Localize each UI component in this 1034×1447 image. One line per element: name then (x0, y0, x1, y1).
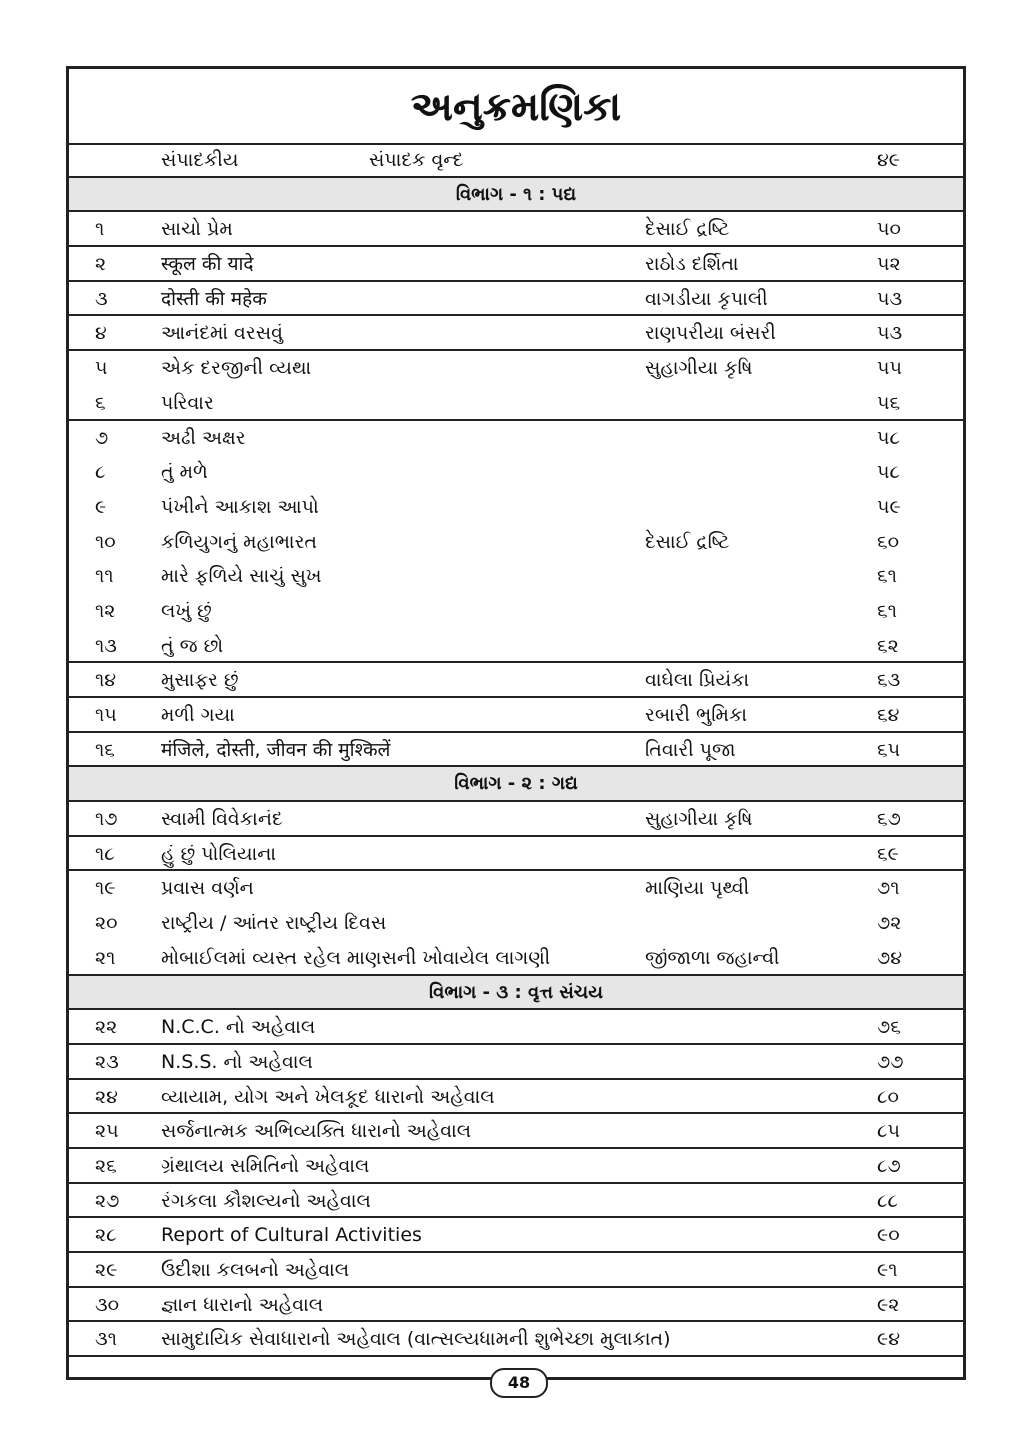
entry-page: ૫૫ (877, 357, 902, 380)
entry-page: ૬૧ (877, 599, 897, 622)
entry-title: પંખીને આકાશ આપો (161, 495, 319, 518)
entry-number: ૯ (95, 495, 107, 518)
entry-number: ૧૪ (95, 669, 117, 692)
toc-row (69, 1253, 963, 1288)
entry-number: ૨૩ (95, 1050, 119, 1073)
toc-row (69, 316, 963, 351)
toc-row (69, 1322, 963, 1357)
entry-page: ૯૨ (877, 1293, 900, 1316)
toc-row (69, 1288, 963, 1323)
entry-number: ૧૯ (95, 877, 116, 900)
entry-author: રાણપરીયા બંસરી (645, 322, 776, 345)
entry-author: વાઘેલા પ્રિયંકા (645, 669, 750, 692)
entry-title: સ્વામી વિવેકાનંદ (161, 808, 283, 831)
entry-title: मंजिले, दोस्ती, जीवन की मुश्किलें (161, 738, 391, 761)
entry-title: કળિયુગનું મહાભારત (161, 530, 318, 553)
entry-title: લખું છું (161, 599, 212, 622)
entry-page: ૫૬ (877, 391, 901, 414)
editorial-title: સંપાદકીય (161, 149, 239, 171)
entry-title: ઉદીશા કલબનો અહેવાલ (161, 1259, 350, 1281)
entry-page: ૫૮ (877, 426, 900, 449)
entry-title: સાચો પ્રેમ (161, 218, 233, 241)
entry-title: स्कूल की यादे (161, 253, 254, 276)
entry-number: ૩ (95, 287, 108, 310)
entry-page: ૮૦ (877, 1085, 899, 1108)
toc-row (69, 1114, 963, 1149)
toc-row (69, 1010, 963, 1045)
entry-number: ૨૧ (95, 946, 116, 969)
entry-author: દેસાઈ દ્રષ્ટિ (645, 218, 730, 241)
toc-row (69, 1080, 963, 1115)
entry-number: ૨૯ (95, 1259, 118, 1281)
entry-number: ૧૦ (95, 530, 116, 553)
toc-row (69, 282, 963, 317)
entry-author: તિવારી પૂજા (645, 738, 736, 761)
entry-number: ૫ (95, 357, 108, 380)
entry-author: સુહાગીયા કૃષિ (645, 357, 753, 380)
entry-page: ૭૪ (877, 946, 902, 969)
toc-row (69, 941, 963, 976)
entry-page: ૭૧ (877, 877, 900, 900)
entry-page: ૭૬ (877, 1016, 901, 1039)
entry-page: ૯૧ (877, 1259, 898, 1281)
entry-page: ૫૯ (877, 495, 901, 518)
toc-table (69, 143, 963, 1357)
entry-page: ૮૭ (877, 1154, 901, 1177)
entry-number: ૮ (95, 461, 106, 484)
section-heading: વિભાગ - ૩ : વૃત્ત સંચય (69, 976, 963, 1011)
entry-title: મળી ગયા (161, 704, 235, 726)
entry-number: ૧૩ (95, 634, 117, 657)
entry-number: ૩૧ (95, 1328, 117, 1351)
entry-number: ૧૫ (95, 704, 117, 726)
toc-row (69, 351, 963, 386)
entry-number: ૨૬ (95, 1154, 117, 1177)
entry-page: ૬૩ (877, 669, 901, 692)
entry-title: સામુદાયિક સેવાધારાનો અહેવાલ (વાત્સલ્યધામની શુભેચ્છા મુલાકાત) (161, 1328, 671, 1351)
entry-page: ૫૨ (877, 253, 901, 276)
entry-number: ૬ (95, 391, 106, 414)
entry-title: તું જ છો (161, 634, 224, 657)
entry-title: જ્ઞાન ધારાનો અહેવાલ (161, 1293, 324, 1316)
entry-number: ૧૨ (95, 599, 116, 622)
toc-row (69, 698, 963, 733)
toc-row (69, 629, 963, 664)
entry-title: એક દરજીની વ્યથા (161, 357, 312, 380)
entry-number: ૩૦ (95, 1293, 120, 1316)
entry-page: ૬૨ (877, 634, 899, 657)
toc-row (69, 421, 963, 456)
entry-page: ૬૯ (877, 842, 899, 865)
toc-row (69, 212, 963, 247)
entry-page: ૬૪ (877, 704, 900, 726)
toc-frame (66, 66, 966, 1380)
entry-author: જીંજાળા જહાન્વી (645, 946, 780, 969)
entry-title: વ્યાયામ, યોગ અને ખેલકૂદ ધારાનો અહેવાલ (161, 1085, 495, 1108)
toc-row (69, 733, 963, 768)
entry-number: ૧૮ (95, 842, 115, 865)
entry-author: રબારી ભુમિકા (645, 704, 748, 726)
entry-page: ૫૩ (877, 287, 903, 310)
toc-row (69, 455, 963, 490)
toc-row (69, 1184, 963, 1219)
toc-row (69, 525, 963, 560)
entry-number: ૨૮ (95, 1224, 117, 1247)
toc-row (69, 1045, 963, 1080)
entry-title: આનંદમાં વરસવું (161, 322, 283, 345)
entry-number: ૧૧ (95, 565, 114, 588)
entry-title: Report of Cultural Activities (161, 1224, 422, 1247)
entry-page: ૬૧ (877, 565, 897, 588)
entry-title: મોબાઈલમાં વ્યસ્ત રહેલ માણસની ખોવાયેલ લાગણી (161, 946, 551, 969)
toc-row (69, 386, 963, 421)
entry-page: ૬૦ (877, 530, 900, 553)
entry-title: રંગકલા કૌશલ્યનો અહેવાલ (161, 1189, 371, 1212)
entry-number: ૨૨ (95, 1016, 118, 1039)
entry-author: માણિયા પૃથ્વી (645, 877, 750, 900)
entry-number: ૨૦ (95, 912, 118, 935)
entry-title: રાષ્ટ્રીય / આંતર રાષ્ટ્રીય દિવસ (161, 912, 387, 935)
entry-number: ૧૬ (95, 738, 115, 761)
entry-page: ૬૭ (877, 808, 901, 831)
entry-number: ૧ (95, 218, 105, 241)
section-heading: વિભાગ - ૧ : પદ્ય (69, 178, 963, 213)
entry-title: તું મળે (161, 461, 208, 484)
entry-title: दोस्ती की महेक (161, 287, 267, 310)
entry-number: ૨૭ (95, 1189, 120, 1212)
toc-row (69, 906, 963, 941)
entry-title: પરિવાર (161, 391, 214, 414)
entry-author: રાઠોડ દર્શિતા (645, 253, 739, 276)
toc-row (69, 802, 963, 837)
entry-page: ૮૫ (877, 1120, 900, 1143)
entry-title: મુસાફર છું (161, 669, 239, 692)
entry-title: હું છું પોલિયાના (161, 842, 277, 865)
entry-number: ૧૭ (95, 808, 118, 831)
entry-author: વાગડીયા કૃપાલી (645, 287, 768, 310)
toc-row (69, 594, 963, 629)
entry-number: ૨૫ (95, 1120, 119, 1143)
entry-title: સર્જનાત્મક અભિવ્યક્તિ ધારાનો અહેવાલ (161, 1120, 472, 1143)
entry-page: ૬૫ (877, 738, 901, 761)
entry-number: ૭ (95, 426, 109, 449)
toc-row (69, 1149, 963, 1184)
toc-row (69, 247, 963, 282)
entry-page: ૭૨ (877, 912, 902, 935)
toc-row (69, 871, 963, 906)
entry-page: ૭૭ (877, 1050, 904, 1073)
entry-number: ૪ (95, 322, 107, 345)
entry-author: દેસાઈ દ્રષ્ટિ (645, 530, 730, 553)
toc-row (69, 1218, 963, 1253)
entry-title: મારે ફળિયે સાચું સુખ (161, 565, 322, 588)
entry-title: પ્રવાસ વર્ણન (161, 877, 254, 900)
editorial-page: ૪૯ (877, 149, 901, 171)
toc-row (69, 837, 963, 872)
entry-page: ૫૮ (877, 461, 900, 484)
entry-title: ગ્રંથાલય સમિતિનો અહેવાલ (161, 1154, 370, 1177)
page-title: અનુક્રમણિકા (69, 69, 963, 145)
toc-row (69, 559, 963, 594)
section-heading: વિભાગ - ૨ : ગદ્ય (69, 767, 963, 802)
entry-number: ૨ (95, 253, 107, 276)
entry-page: ૫૩ (877, 322, 903, 345)
entry-page: ૯૦ (877, 1224, 900, 1247)
entry-title: અઢી અક્ષર (161, 426, 246, 449)
entry-title: N.S.S. નો અહેવાલ (161, 1050, 313, 1073)
editorial-row (69, 143, 963, 178)
entry-title: N.C.C. નો અહેવાલ (161, 1016, 316, 1039)
editorial-editor: સંપાદક વૃન્દ (369, 149, 464, 171)
entry-number: ૨૪ (95, 1085, 118, 1108)
page-number: 48 (490, 1368, 548, 1398)
entry-page: ૯૪ (877, 1328, 901, 1351)
entry-author: સુહાગીયા કૃષિ (645, 808, 753, 831)
toc-row (69, 490, 963, 525)
toc-row (69, 663, 963, 698)
entry-page: ૫૦ (877, 218, 901, 241)
entry-page: ૮૮ (877, 1189, 898, 1212)
